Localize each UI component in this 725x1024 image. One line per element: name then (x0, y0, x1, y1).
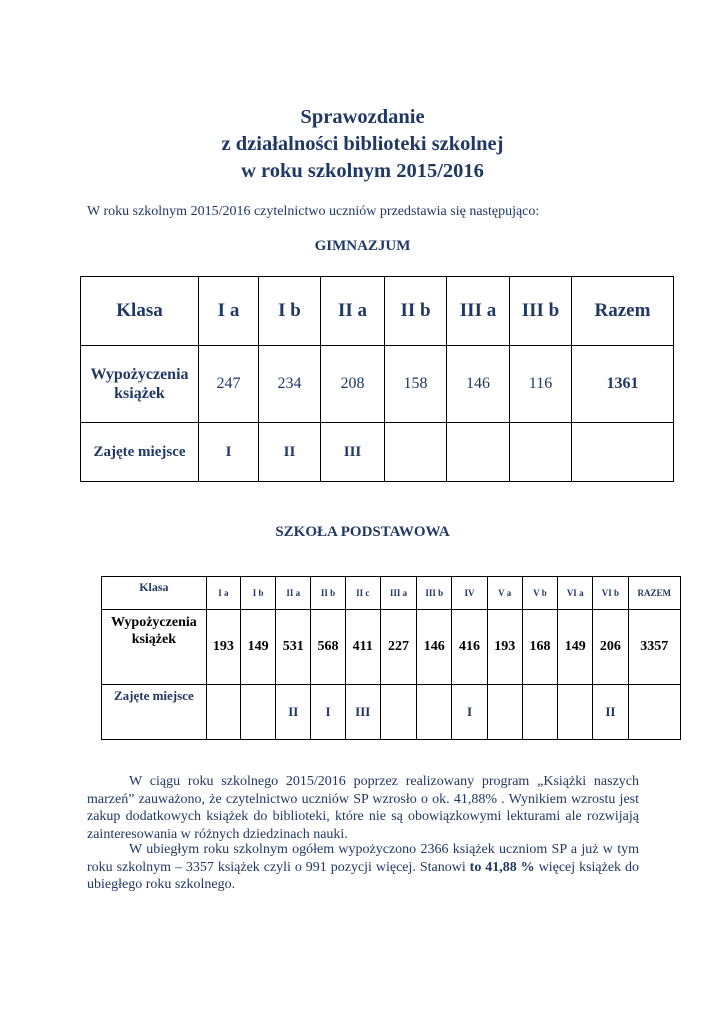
loans-cell: 146 (417, 610, 452, 685)
class-header: III a (447, 277, 510, 346)
place-cell (417, 685, 452, 740)
place-cell: III (321, 423, 385, 482)
class-header: II b (385, 277, 447, 346)
table-header-row (102, 577, 681, 610)
paragraph-text: więcej książek do ubiegłego roku szkolnego. (87, 859, 639, 892)
document-title (0, 104, 725, 185)
class-header: III b (417, 577, 452, 610)
loans-cell: 208 (321, 346, 385, 423)
place-cell: I (452, 685, 487, 740)
place-cell (380, 685, 416, 740)
table-row (102, 685, 681, 740)
header-label: Klasa (102, 577, 207, 610)
total-header: RAZEM (628, 577, 680, 610)
szkola-podstawowa-heading: SZKOŁA PODSTAWOWA (275, 524, 450, 540)
loans-cell: 411 (345, 610, 380, 685)
title-line-3: w roku szkolnym 2015/2016 (241, 160, 484, 182)
class-header: VI a (558, 577, 593, 610)
class-header: I a (199, 277, 259, 346)
loans-label-line: książek (114, 385, 165, 402)
loans-cell: 146 (447, 346, 510, 423)
table-header-row (81, 277, 674, 346)
title-line-1: Sprawozdanie (300, 106, 425, 128)
highlight-percentage: to 41,88 % (469, 859, 535, 875)
paragraph-text: W ubiegłym roku szkolnym ogółem wypożyczono 2366 książek uczniom SP a już w tym roku szkolnym – 3357 książek czyli o 991 pozycji więcej. Stanowi (87, 842, 639, 875)
class-header: II a (321, 277, 385, 346)
header-label: Klasa (81, 277, 199, 346)
class-header: I b (240, 577, 275, 610)
loans-cell: 149 (558, 610, 593, 685)
loans-cell: 416 (452, 610, 487, 685)
loans-cell: 168 (522, 610, 557, 685)
table-row (81, 346, 674, 423)
class-header: V a (487, 577, 522, 610)
paragraph-program (87, 773, 639, 843)
place-cell (558, 685, 593, 740)
place-cell (447, 423, 510, 482)
place-cell: III (345, 685, 380, 740)
class-header: III a (380, 577, 416, 610)
class-header: I a (206, 577, 240, 610)
place-cell (522, 685, 557, 740)
place-cell (240, 685, 275, 740)
table-row (81, 423, 674, 482)
loans-cell: 158 (385, 346, 447, 423)
class-header: IV (452, 577, 487, 610)
loans-cell: 193 (487, 610, 522, 685)
loans-cell: 531 (276, 610, 311, 685)
paragraph-comparison (87, 841, 639, 894)
loans-label-line: Wypożyczenia (110, 615, 197, 630)
place-cell (510, 423, 572, 482)
place-cell: I (311, 685, 345, 740)
gimnazjum-table (80, 276, 674, 482)
loans-total-cell: 1361 (572, 346, 674, 423)
loans-cell: 234 (259, 346, 321, 423)
loans-cell: 568 (311, 610, 345, 685)
paragraph-text: W ciągu roku szkolnego 2015/2016 poprzez realizowany program „Książki naszych marzeń” zauważono, że czytelnictwo uczniów SP wzrosło o ok. 41,88% . Wynikiem wzrostu jest zakup dodatkowych książek do biblioteki, które nie są obowiązkowymi lekturami ale rozwijają zainteresowania w różnych dziedzinach nauki. (87, 774, 639, 842)
place-total-cell (628, 685, 680, 740)
class-header: I b (259, 277, 321, 346)
loans-cell: 206 (593, 610, 628, 685)
total-header: Razem (572, 277, 674, 346)
loans-cell: 116 (510, 346, 572, 423)
loans-label-line: książek (131, 632, 177, 647)
place-total-cell (572, 423, 674, 482)
gimnazjum-heading: GIMNAZJUM (314, 238, 411, 254)
intro-text: W roku szkolnym 2015/2016 czytelnictwo uczniów przedstawia się następująco: (87, 204, 540, 219)
szkola-podstawowa-table (101, 576, 681, 740)
place-cell (206, 685, 240, 740)
class-header: II a (276, 577, 311, 610)
class-header: VI b (593, 577, 628, 610)
place-label: Zajęte miejsce (81, 423, 199, 482)
title-line-2: z działalności biblioteki szkolnej (221, 133, 504, 155)
loans-cell: 247 (199, 346, 259, 423)
loans-cell: 149 (240, 610, 275, 685)
loans-label (102, 610, 207, 685)
loans-cell: 227 (380, 610, 416, 685)
place-cell: II (276, 685, 311, 740)
class-header: II c (345, 577, 380, 610)
class-header: II b (311, 577, 345, 610)
loans-cell: 193 (206, 610, 240, 685)
place-cell (487, 685, 522, 740)
place-cell (385, 423, 447, 482)
loans-label (81, 346, 199, 423)
place-cell: II (593, 685, 628, 740)
place-label: Zajęte miejsce (102, 685, 207, 740)
place-cell: I (199, 423, 259, 482)
place-cell: II (259, 423, 321, 482)
loans-total-cell: 3357 (628, 610, 680, 685)
table-row (102, 610, 681, 685)
class-header: V b (522, 577, 557, 610)
class-header: III b (510, 277, 572, 346)
loans-label-line: Wypożyczenia (90, 366, 189, 383)
